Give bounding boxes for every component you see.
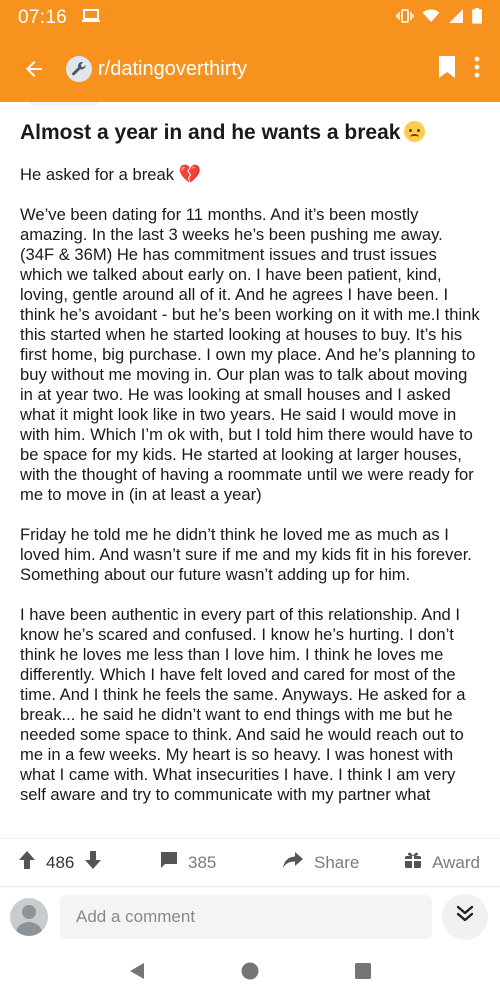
share-icon — [282, 851, 304, 874]
laptop-icon — [81, 9, 101, 28]
vote-group — [0, 850, 140, 875]
vote-count: 486 — [46, 852, 75, 872]
gift-icon — [404, 851, 422, 874]
post-content — [0, 102, 500, 838]
wifi-icon — [422, 9, 440, 28]
flair-peek — [30, 102, 98, 106]
subreddit-wrench-icon[interactable] — [66, 56, 92, 82]
comment-bar — [0, 886, 500, 946]
post-action-bar — [0, 838, 500, 886]
award-button[interactable] — [404, 851, 500, 874]
double-chevron-down-icon — [455, 904, 475, 929]
signal-icon — [448, 9, 464, 28]
comment-input[interactable]: Add a comment — [60, 895, 432, 939]
back-arrow-icon[interactable] — [12, 47, 56, 91]
post-title-text: Almost a year in and he wants a break — [20, 121, 401, 144]
post-title — [20, 120, 490, 146]
disappointed-face-emoji — [404, 121, 425, 142]
subreddit-name[interactable]: r/datingoverthirty — [98, 57, 247, 80]
comment-count: 385 — [188, 852, 217, 872]
vibrate-icon — [396, 9, 414, 28]
comments-button[interactable] — [160, 851, 270, 874]
post-paragraph-text: He asked for a break — [20, 165, 175, 184]
status-time: 07:16 — [18, 7, 68, 28]
jump-to-comments-button[interactable] — [442, 894, 488, 940]
nav-recents-icon[interactable] — [353, 961, 373, 986]
nav-back-icon[interactable] — [127, 961, 147, 986]
comment-bubble-icon — [160, 851, 178, 874]
system-nav-bar — [0, 946, 500, 1000]
post-paragraph: We’ve been dating for 11 months. And it’s been mostly amazing. In the last 3 weeks he’s been pushing me away. (34F & 36M) He has commitment issues and trust issues which we talked about early on. I have been patient, kind, loving, gentle around all of it. And he agrees I have been. I think he’s avoidant - but he’s been working on it with me.I think this started when he started looking at houses to buy. It’s his first home, big purchase. I own my place. And he’s planning to buy without me moving in. Our plan was to talk about moving in at year two. He was looking at small houses and I asked what it might look like in two years. He said I would move in with him. Which I’m ok with, but I told him there would have to be space for my kids. He started at looking at larger houses, with the thought of having a roommate until we were ready for me to move in (in at least a year) — [20, 205, 480, 504]
share-label: Share — [314, 852, 360, 872]
broken-heart-emoji: 💔 — [178, 164, 202, 184]
app-header — [0, 36, 500, 102]
status-bar — [0, 0, 500, 36]
post-paragraph — [20, 164, 480, 185]
post-paragraph: Friday he told me he didn’t think he loved me as much as I loved him. And wasn’t sure if me and my kids fit in his forever. Something about our future wasn’t adding up for him. — [20, 525, 472, 584]
award-label: Award — [432, 852, 480, 872]
share-button[interactable] — [282, 851, 392, 874]
more-vert-icon[interactable] — [474, 56, 480, 83]
nav-home-icon[interactable] — [240, 961, 260, 986]
post-body — [20, 164, 480, 825]
post-paragraph: I have been authentic in every part of this relationship. And I know he’s scared and confused. I know he’s hurting. I don’t think he loves me less than I love him. I think he loves me differently. Which I have felt loved and cared for most of the time. And I think he feels the same. Anyways. He asked for a break... he said he didn’t want to end things with me but he needed some space to think. And said he would reach out to me in a few weeks. My heart is so heavy. I was honest with what I came with. What insecurities I have. I think I am very self aware and try to communicate with my partner what — [20, 605, 466, 804]
avatar — [10, 898, 48, 936]
bookmark-icon[interactable] — [438, 55, 456, 84]
battery-icon — [472, 8, 482, 29]
downvote-icon[interactable] — [84, 850, 102, 875]
upvote-icon[interactable] — [18, 850, 36, 875]
